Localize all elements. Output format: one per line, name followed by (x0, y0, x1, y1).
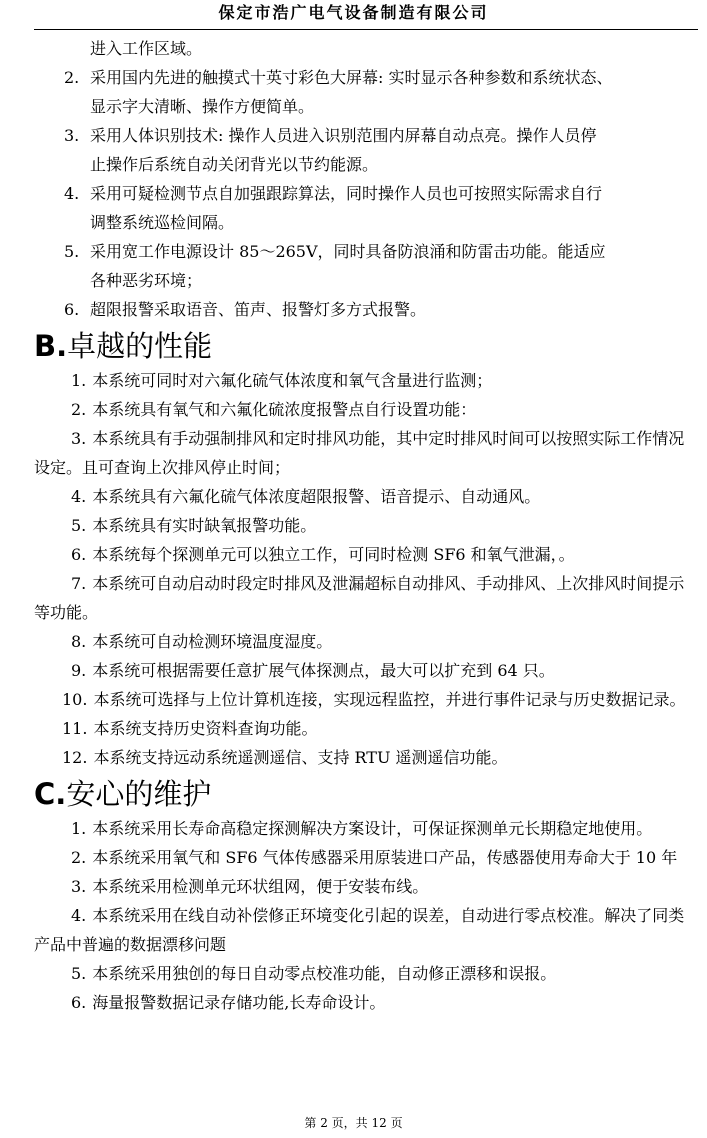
item-number: 2. (71, 400, 87, 419)
item-number: 2. (71, 848, 87, 867)
item-text: 本系统采用在线自动补偿修正环境变化引起的误差，自动进行零点校准。 (92, 906, 605, 925)
item-text-line: 调整系统巡检间隔。 (90, 213, 235, 232)
item-number: 3. (71, 429, 87, 448)
item-number: 12. (62, 748, 88, 767)
document-header (0, 0, 707, 30)
list-item (34, 366, 698, 395)
item-text-line: 采用人体识别技术: 操作人员进入识别范围内屏幕自动点亮。操作人员停 (90, 126, 597, 145)
item-text: 排风时间提示等功能。 (34, 574, 685, 622)
section-letter: C. (34, 777, 67, 811)
continuation-line: 进入工作区域。 (90, 39, 203, 58)
section-title: 卓越的性能 (67, 329, 213, 363)
item-text: 本系统具有实时缺氧报警功能。 (92, 516, 317, 535)
item-text: 本系统具有六氟化硫气体浓度超限报警、语音提示、自动通风。 (92, 487, 541, 506)
item-text-line: 各种恶劣环境； (90, 271, 203, 290)
item-number: 5. (71, 516, 87, 535)
item-number: 4. (71, 487, 87, 506)
item-text: 本系统具有手动强制排风和定时排风功能，其中定时排风时间可以按照 (92, 429, 589, 448)
list-item (34, 656, 698, 685)
item-number: 6. (71, 993, 87, 1012)
list-item (34, 959, 698, 988)
list-item (34, 295, 698, 324)
list-item (34, 872, 698, 901)
item-text-line: 采用可疑检测节点自加强跟踪算法，同时操作人员也可按照实际需求自行 (90, 184, 603, 203)
performance-list (34, 366, 698, 772)
item-text: 海量报警数据记录存储功能,长寿命设计。 (92, 993, 386, 1012)
item-text-line: 采用宽工作电源设计 85～265V，同时具备防浪涌和防雷击功能。能适应 (90, 242, 606, 261)
list-item (34, 179, 698, 237)
feature-list (34, 63, 698, 324)
item-number: 4. (71, 906, 87, 925)
list-item (34, 424, 698, 482)
item-number: 1. (71, 819, 87, 838)
item-text: 本系统可选择与上位计算机连接，实现远程监控，并进行事件记录与历 (93, 690, 590, 709)
section-letter: B. (34, 329, 68, 363)
item-text: 本系统可自动检测环境温度湿度。 (92, 632, 333, 651)
item-text: 解决了同类产品中普遍的数据漂移问题 (34, 906, 685, 954)
list-item (34, 569, 698, 627)
item-number: 5. (71, 964, 87, 983)
item-text: 本系统采用检测单元环状组网，便于安装布线。 (92, 877, 429, 896)
item-text: 本系统采用长寿命高稳定探测解决方案设计，可保证探测单元长期稳定 (92, 819, 589, 838)
item-text: 地使用。 (588, 819, 653, 838)
item-text: 实际工作情况设定。且可查询上次排风停止时间； (34, 429, 685, 477)
item-number: 6. (71, 545, 87, 564)
header-divider (34, 29, 698, 30)
list-item (34, 482, 698, 511)
list-item (34, 988, 698, 1017)
item-text: 本系统采用独创的每日自动零点校准功能，自动修正漂移和误报。 (92, 964, 557, 983)
page-number: 第 2 页，共 12 页 (304, 1116, 403, 1130)
section-heading-b (34, 328, 698, 364)
item-text: 本系统可同时对六氟化硫气体浓度和氧气含量进行监测； (92, 371, 493, 390)
list-item (34, 63, 698, 121)
item-number: 10. (62, 690, 88, 709)
item-text-line: 超限报警采取语音、笛声、报警灯多方式报警。 (90, 300, 427, 319)
item-text: 本系统每个探测单元可以独立工作，可同时检测 SF6 和氧气泄漏，。 (92, 545, 575, 564)
item-number: 2. (64, 68, 80, 87)
item-text: 本系统可根据需要任意扩展气体探测点，最大可以扩充到 64 只。 (92, 661, 555, 680)
item-text: 史数据记录。 (589, 690, 686, 709)
item-number: 8. (71, 632, 87, 651)
item-text: 本系统可自动启动时段定时排风及泄漏超标自动排风、手动排风、上次 (92, 574, 589, 593)
item-text-line: 止操作后系统自动关闭背光以节约能源。 (90, 155, 379, 174)
list-item (34, 814, 698, 843)
item-text-line: 显示字大清晰、操作方便简单。 (90, 97, 315, 116)
item-number: 6. (64, 300, 80, 319)
item-text: 本系统具有氧气和六氟化硫浓度报警点自行设置功能： (92, 400, 477, 419)
section-heading-c (34, 776, 698, 812)
item-text: 本系统采用氧气和 SF6 气体传感器采用原装进口产品，传感器使用寿命 (92, 848, 599, 867)
list-item (34, 237, 698, 295)
list-item (34, 121, 698, 179)
item-number: 3. (64, 126, 80, 145)
item-number: 7. (71, 574, 87, 593)
item-number: 1. (71, 371, 87, 390)
list-item (34, 843, 698, 872)
page-footer (0, 1114, 707, 1132)
maintenance-list (34, 814, 698, 1017)
list-item (34, 714, 698, 743)
list-item (34, 511, 698, 540)
list-item (34, 627, 698, 656)
list-item (34, 395, 698, 424)
page-content (34, 34, 698, 1017)
list-item (34, 901, 698, 959)
item-number: 4. (64, 184, 80, 203)
item-text: 大于 10 年 (598, 848, 678, 867)
item-number: 11. (62, 719, 88, 738)
list-item (34, 685, 698, 714)
item-number: 5. (64, 242, 80, 261)
section-title: 安心的维护 (66, 777, 212, 811)
company-name: 保定市浩广电气设备制造有限公司 (218, 3, 489, 22)
item-text: 本系统支持远动系统遥测遥信、支持 RTU 遥测遥信功能。 (93, 748, 508, 767)
list-item (34, 540, 698, 569)
item-text: 本系统支持历史资料查询功能。 (93, 719, 318, 738)
item-number: 9. (71, 661, 87, 680)
list-item (34, 743, 698, 772)
item-number: 3. (71, 877, 87, 896)
item-text-line: 采用国内先进的触摸式十英寸彩色大屏幕: 实时显示各种参数和系统状态、 (90, 68, 613, 87)
